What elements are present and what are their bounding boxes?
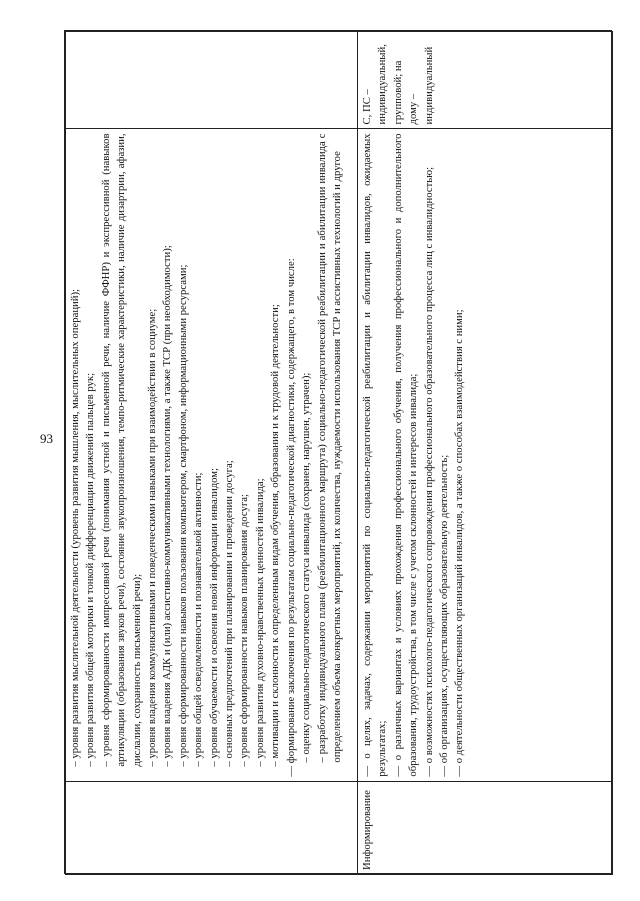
list-item: – уровня сформированности навыков пользования компьютером, смартфоном, информационными ресурсами;: [176, 264, 189, 767]
document-table: [64, 30, 612, 874]
form-cell: [66, 32, 358, 129]
list-item: — о различных вариантах и условиях прохождения профессионального обучения, получения профессионального и дополнительного образования, трудоустройства, в том числе с учетом склонностей и интересов инвалида;: [391, 133, 420, 777]
rotated-table-wrapper: [65, 31, 613, 875]
list-item: – уровня владения коммуникативными и поведенческими навыками при взаимодействии в социуме;: [146, 308, 159, 767]
list-item: – уровня развития общей моторики и тонкой дифференциации движений пальцев рук;: [84, 372, 97, 767]
list-item: – разработку индивидуального плана (реабилитационного маршрута) социально-педагогической реабилитации и абилитации инвалида с определением объема конкретных мероприятий, их количества, нуждаемости использования ТСР и ассистивных технологий и другое: [315, 133, 343, 763]
list-item: — формирование заключения по результатам социально-педагогической диагностики, содержащего, в том числе:: [284, 258, 297, 777]
list-item: – уровня сформированности навыков планирования досуга;: [238, 494, 251, 767]
content-cell: [358, 129, 613, 781]
list-item: – уровня развития мыслительной деятельности (уровень развития мышления, мыслительных операций);: [69, 288, 81, 767]
section-cell: Информирование: [358, 781, 613, 874]
table-row: [66, 32, 358, 875]
list-item: — о возможностях психолого-педагогического сопровождения профессионального образовательного процесса лиц с инвалидностью;: [422, 166, 435, 777]
list-item: – мотивации и склонности к определенным видам обучения, образования и к трудовой деятельности;: [269, 304, 282, 767]
list-item: – уровня общей осведомленности и познавательной активности;: [192, 472, 205, 767]
list-item: – оценку социально-педагогического статуса инвалида (сохранен, нарушен, утрачен);: [300, 372, 313, 763]
list-item: – уровня владения АДК и (или) ассистивно-коммуникативными технологиями, а также ТСР (при необходимости);: [161, 245, 174, 767]
list-item: – основных предпочтений при планировании и проведении досуга;: [223, 460, 236, 767]
list-item: – уровня сформированности импрессивной речи (понимания устной и письменной речи, наличие ФФНР) и экспрессивной (навыков артикуляции (образования звуков речи), состояние звукопроизношения, темпо-ритмические характеристики, наличие дизартрии, афазии, дислалии, сохранность письменной речи);: [99, 133, 143, 767]
section-cell: [66, 781, 358, 874]
page-number: 93: [40, 431, 53, 446]
content-cell: [66, 129, 358, 781]
list-item: – уровня развития духовно-нравственных ценностей инвалида;: [253, 478, 266, 767]
list-item: – уровня обучаемости и освоения новой информации инвалидом;: [207, 467, 220, 767]
table-row: [358, 32, 613, 875]
list-item: — об организациях, осуществляющих образовательную деятельность;: [438, 454, 451, 777]
list-item: — о деятельности общественных организаций инвалидов, а также о способах взаимодействия с ними;: [453, 309, 466, 777]
form-cell: С, ПС – индивидуальный, групповой; на дому – индивидуальный: [358, 32, 613, 129]
list-item: — о целях, задачах, содержании мероприятий по социально-педагогической реабилитации и абилитации инвалидов, ожидаемых результатах;: [361, 133, 389, 777]
